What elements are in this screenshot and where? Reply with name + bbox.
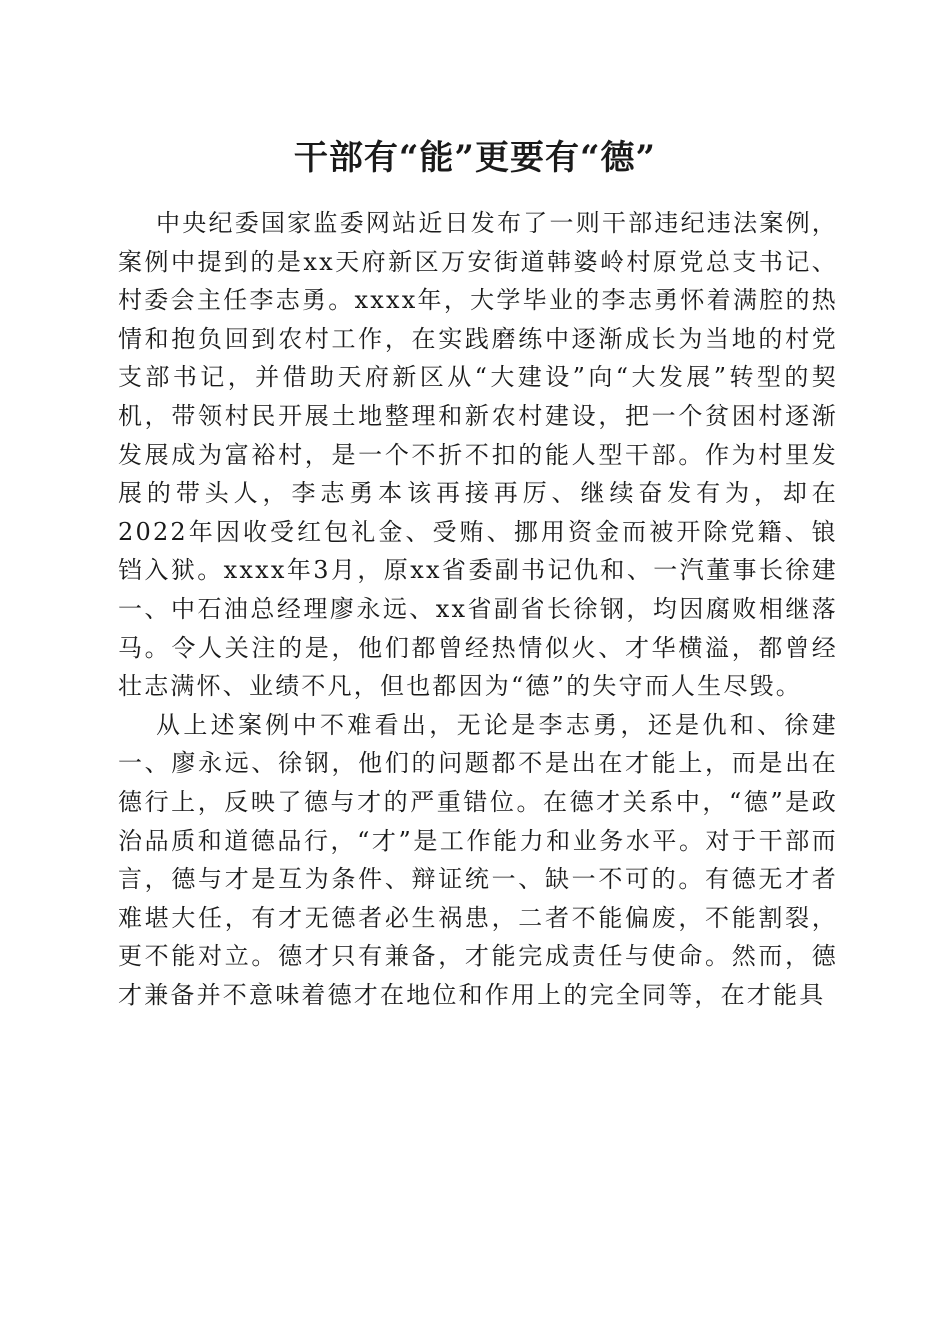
paragraph-1: 中央纪委国家监委网站近日发布了一则干部违纪违法案例，案例中提到的是xx天府新区万安街道韩婆岭村原党总支书记、村委会主任李志勇。xxxx年，大学毕业的李志勇怀着满腔的热情和抱负回到农村工作，在实践磨练中逐渐成长为当地的村党支部书记，并借助天府新区从“大建设”向“大发展”转型的契机，带领村民开展土地整理和新农村建设，把一个贫困村逐渐发展成为富裕村，是一个不折不扣的能人型干部。作为村里发展的带头人，李志勇本该再接再厉、继续奋发有为，却在2022年因收受红包礼金、受贿、挪用资金而被开除党籍、锒铛入狱。xxxx年3月，原xx省委副书记仇和、一汽董事长徐建一、中石油总经理廖永远、xx省副省长徐钢，均因腐败相继落马。令人关注的是，他们都曾经热情似火、才华横溢，都曾经壮志满怀、业绩不凡，但也都因为“德”的失守而人生尽毁。 xyxy=(118,209,838,701)
document-body xyxy=(118,204,838,1014)
paragraph-2: 从上述案例中不难看出，无论是李志勇，还是仇和、徐建一、廖永远、徐钢，他们的问题都不是出在才能上，而是出在德行上，反映了德与才的严重错位。在德才关系中，“德”是政治品质和道德品行，“才”是工作能力和业务水平。对于干部而言，德与才是互为条件、辩证统一、缺一不可的。有德无才者难堪大任，有才无德者必生祸患，二者不能偏废，不能割裂，更不能对立。德才只有兼备，才能完成责任与使命。然而，德才兼备并不意味着德才在地位和作用上的完全同等，在才能具 xyxy=(118,710,838,1009)
document-title: 干部有“能”更要有“德” xyxy=(293,138,657,178)
